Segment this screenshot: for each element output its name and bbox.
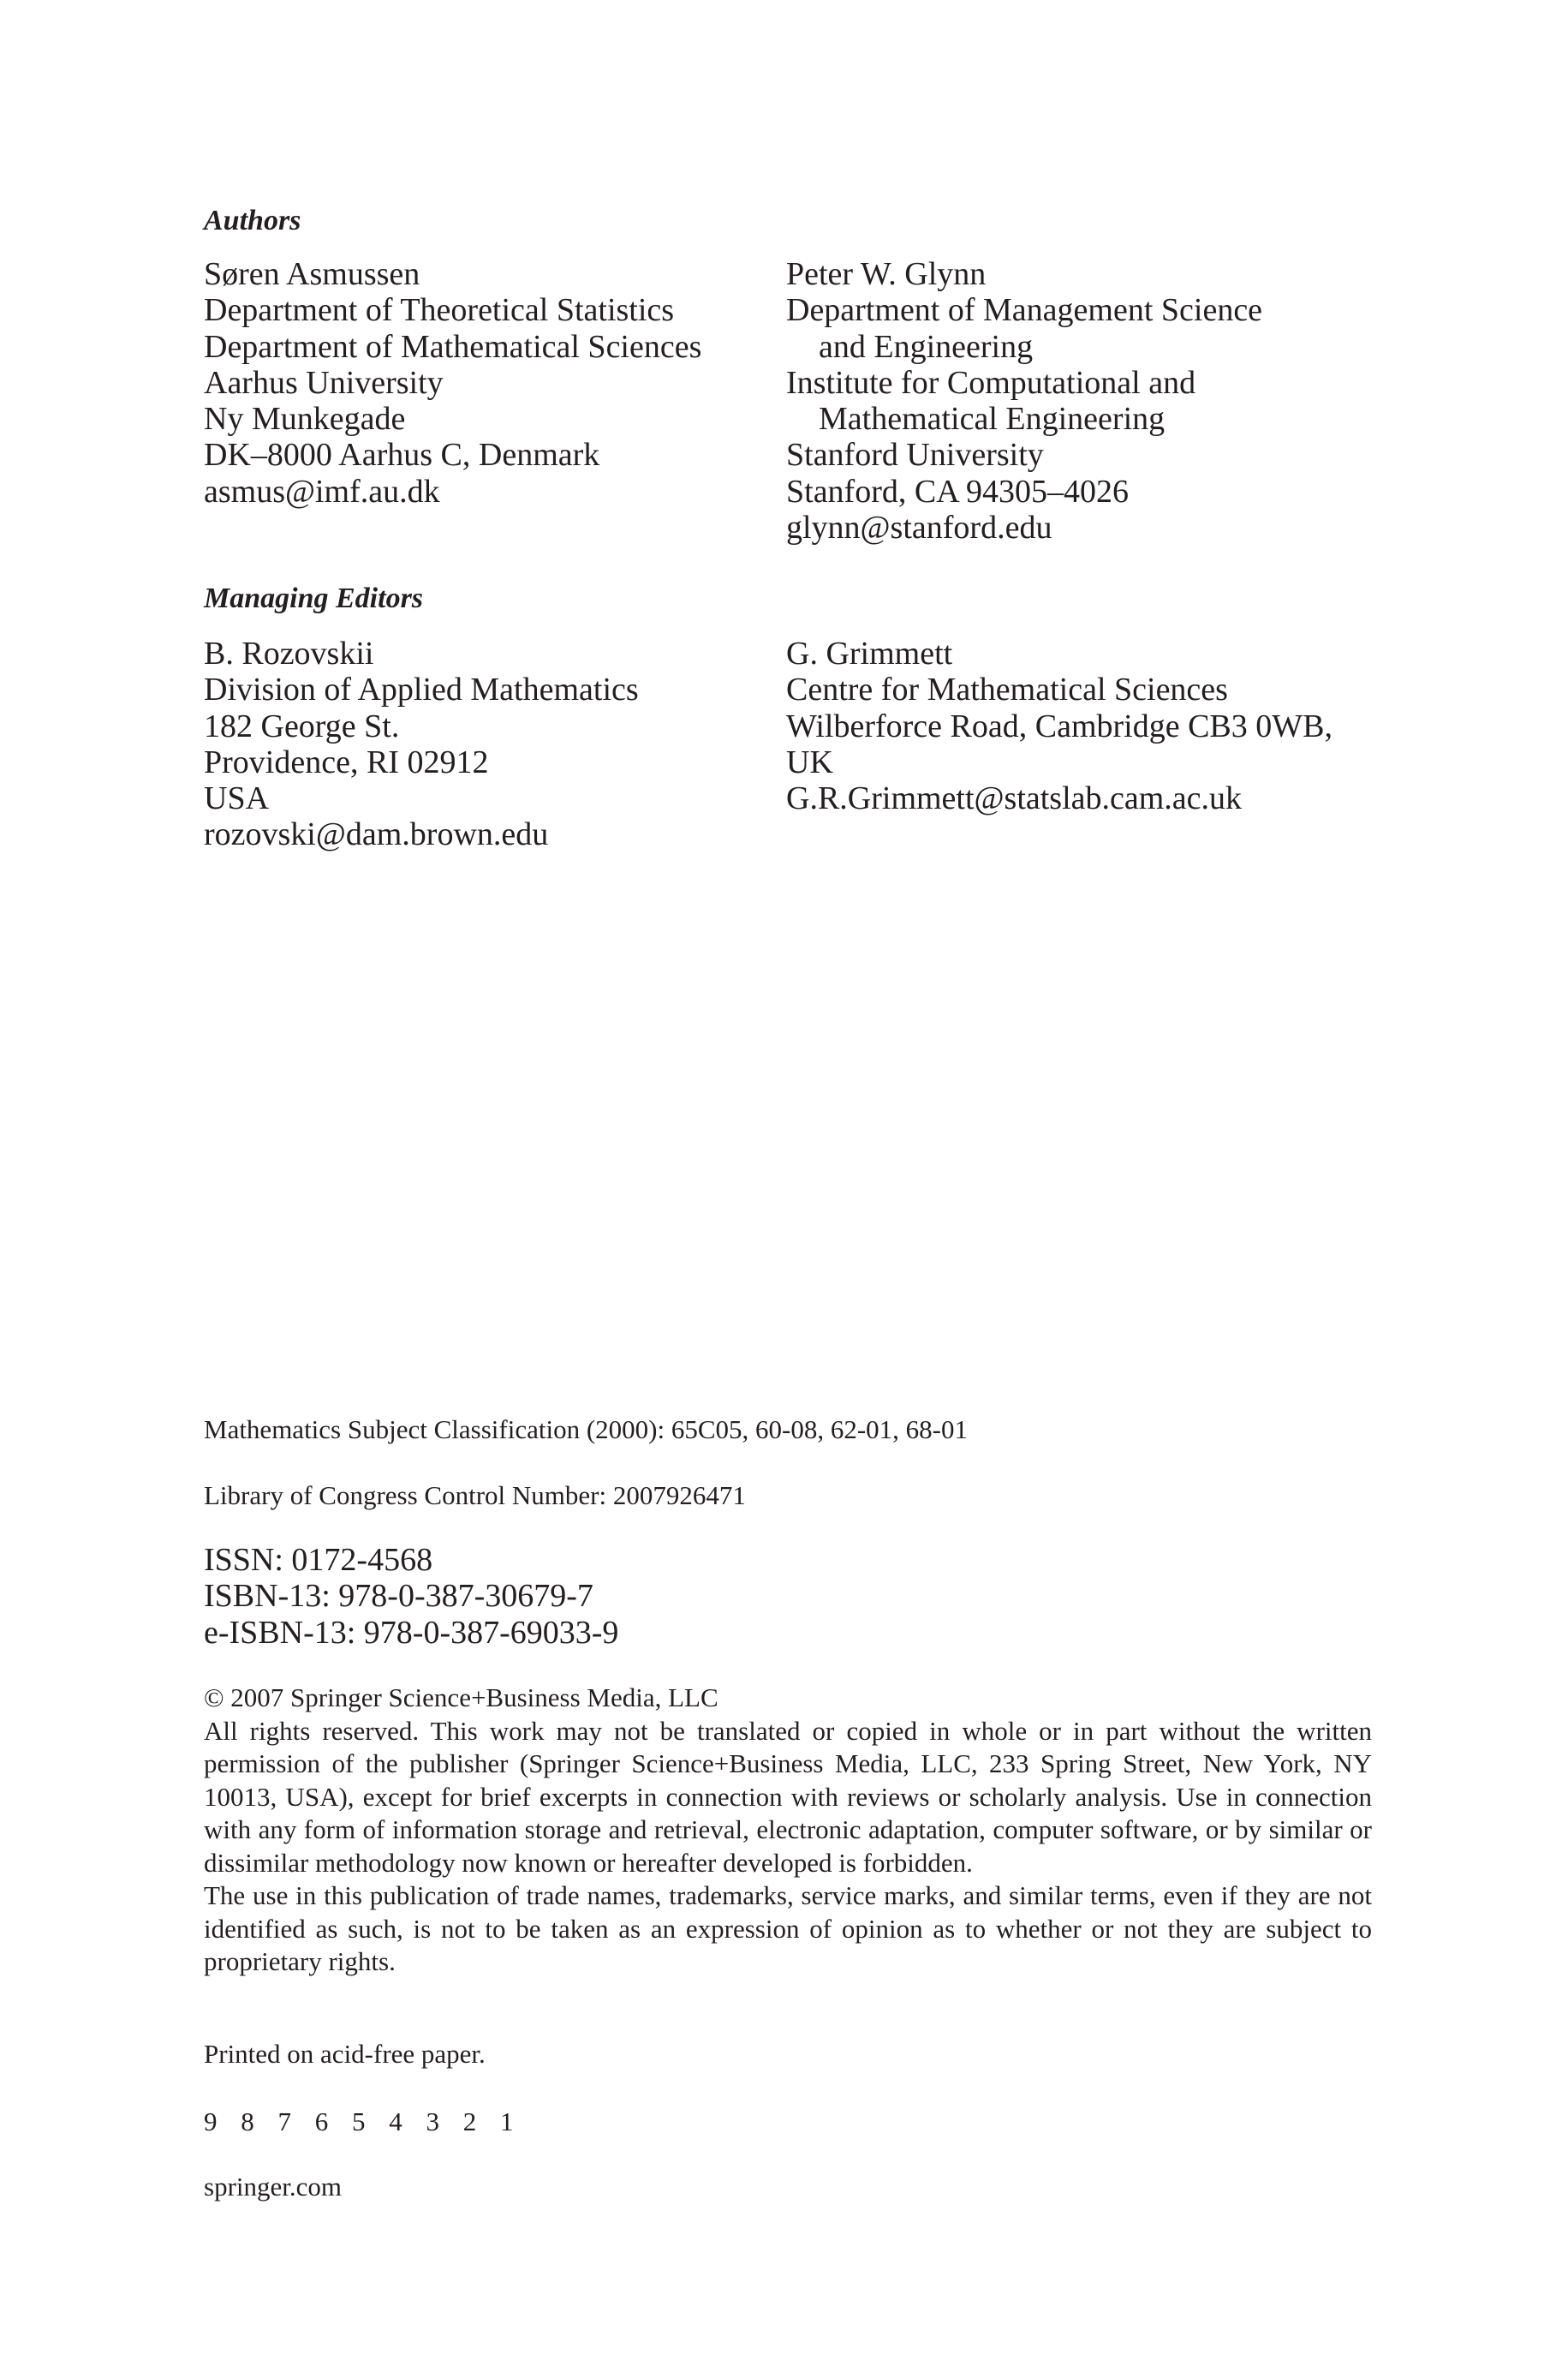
legal-notice [204, 1682, 1372, 1979]
author-2-line: Department of Management Science [786, 292, 1263, 329]
printing-digit: 5 [352, 2106, 366, 2136]
editor-1-email: rozovski@dam.brown.edu [204, 816, 549, 853]
printing-digit: 2 [462, 2106, 477, 2136]
author-2-line: Stanford University [786, 437, 1044, 474]
author-1-line: Ny Munkegade [204, 401, 406, 438]
copyright-line: © 2007 Springer Science+Business Media, LLC [204, 1682, 718, 1712]
author-2-name: Peter W. Glynn [786, 256, 987, 292]
editors-heading: Managing Editors [204, 583, 424, 614]
issn: ISSN: 0172-4568 [204, 1542, 433, 1578]
editor-1-line: Division of Applied Mathematics [204, 672, 639, 708]
printing-digit: 3 [426, 2106, 439, 2136]
author-1-line: Department of Mathematical Sciences [204, 328, 702, 365]
paper-note: Printed on acid-free paper. [204, 2039, 486, 2069]
author-2-line: Institute for Computational and [786, 364, 1196, 401]
printing-digit: 1 [500, 2106, 514, 2136]
editor-2-address [786, 636, 1333, 816]
author-1-name: Søren Asmussen [204, 256, 420, 292]
author-1-email: asmus@imf.au.dk [204, 473, 440, 510]
editor-1-line: Providence, RI 02912 [204, 744, 489, 780]
printing-digit: 9 [204, 2106, 218, 2136]
printing-digit: 7 [277, 2106, 291, 2136]
printing-digit: 6 [314, 2106, 329, 2136]
editor-2-line: Centre for Mathematical Sciences [786, 672, 1228, 708]
editor-2-line: UK [786, 744, 833, 780]
editor-1-line: USA [204, 780, 270, 817]
editor-1-line: 182 George St. [204, 708, 400, 744]
trademark-statement: The use in this publication of trade names, trademarks, service marks, and similar terms, even if they are not identified as such, is not to be taken as an expression of opinion as to whether or not they are subject to proprietary rights. [204, 1880, 1372, 1976]
isbn-13: ISBN-13: 978-0-387-30679-7 [204, 1578, 593, 1615]
author-2-address [786, 256, 1262, 546]
author-1-line: Aarhus University [204, 364, 444, 401]
printing-digit: 4 [389, 2106, 402, 2136]
printing-digit: 8 [241, 2106, 254, 2136]
isbn-block [204, 1542, 618, 1651]
publisher-website: springer.com [204, 2172, 342, 2202]
author-1-line: DK–8000 Aarhus C, Denmark [204, 437, 600, 474]
author-1-line: Department of Theoretical Statistics [204, 292, 675, 329]
lccn: Library of Congress Control Number: 2007926471 [204, 1480, 746, 1510]
e-isbn-13: e-ISBN-13: 978-0-387-69033-9 [204, 1614, 619, 1651]
author-2-line: Stanford, CA 94305–4026 [786, 473, 1130, 510]
author-2-email: glynn@stanford.edu [786, 510, 1052, 547]
author-2-line: Mathematical Engineering [819, 401, 1166, 438]
editor-1-name: B. Rozovskii [204, 636, 374, 672]
author-1-address [204, 256, 701, 510]
editor-2-line: Wilberforce Road, Cambridge CB3 0WB, [786, 708, 1333, 744]
authors-heading: Authors [204, 205, 301, 236]
editor-2-email: G.R.Grimmett@statslab.cam.ac.uk [786, 780, 1243, 817]
author-2-line: and Engineering [819, 328, 1034, 365]
rights-statement: All rights reserved. This work may not be translated or copied in whole or in part without the written permission of the publisher (Springer Science+Business Media, LLC, 233 Spring Street, New York, NY 10013, USA), except for brief excerpts in connection with reviews or scholarly analysis. Use in connection with any form of information storage and retrieval, electronic adaptation, computer software, or by similar or dissimilar methodology now known or hereafter developed is forbidden. [204, 1715, 1372, 1878]
subject-classification: Mathematics Subject Classification (2000): 65C05, 60-08, 62-01, 68-01 [204, 1414, 968, 1444]
printing-line [204, 2106, 531, 2138]
editor-2-name: G. Grimmett [786, 636, 953, 672]
editor-1-address [204, 636, 639, 853]
